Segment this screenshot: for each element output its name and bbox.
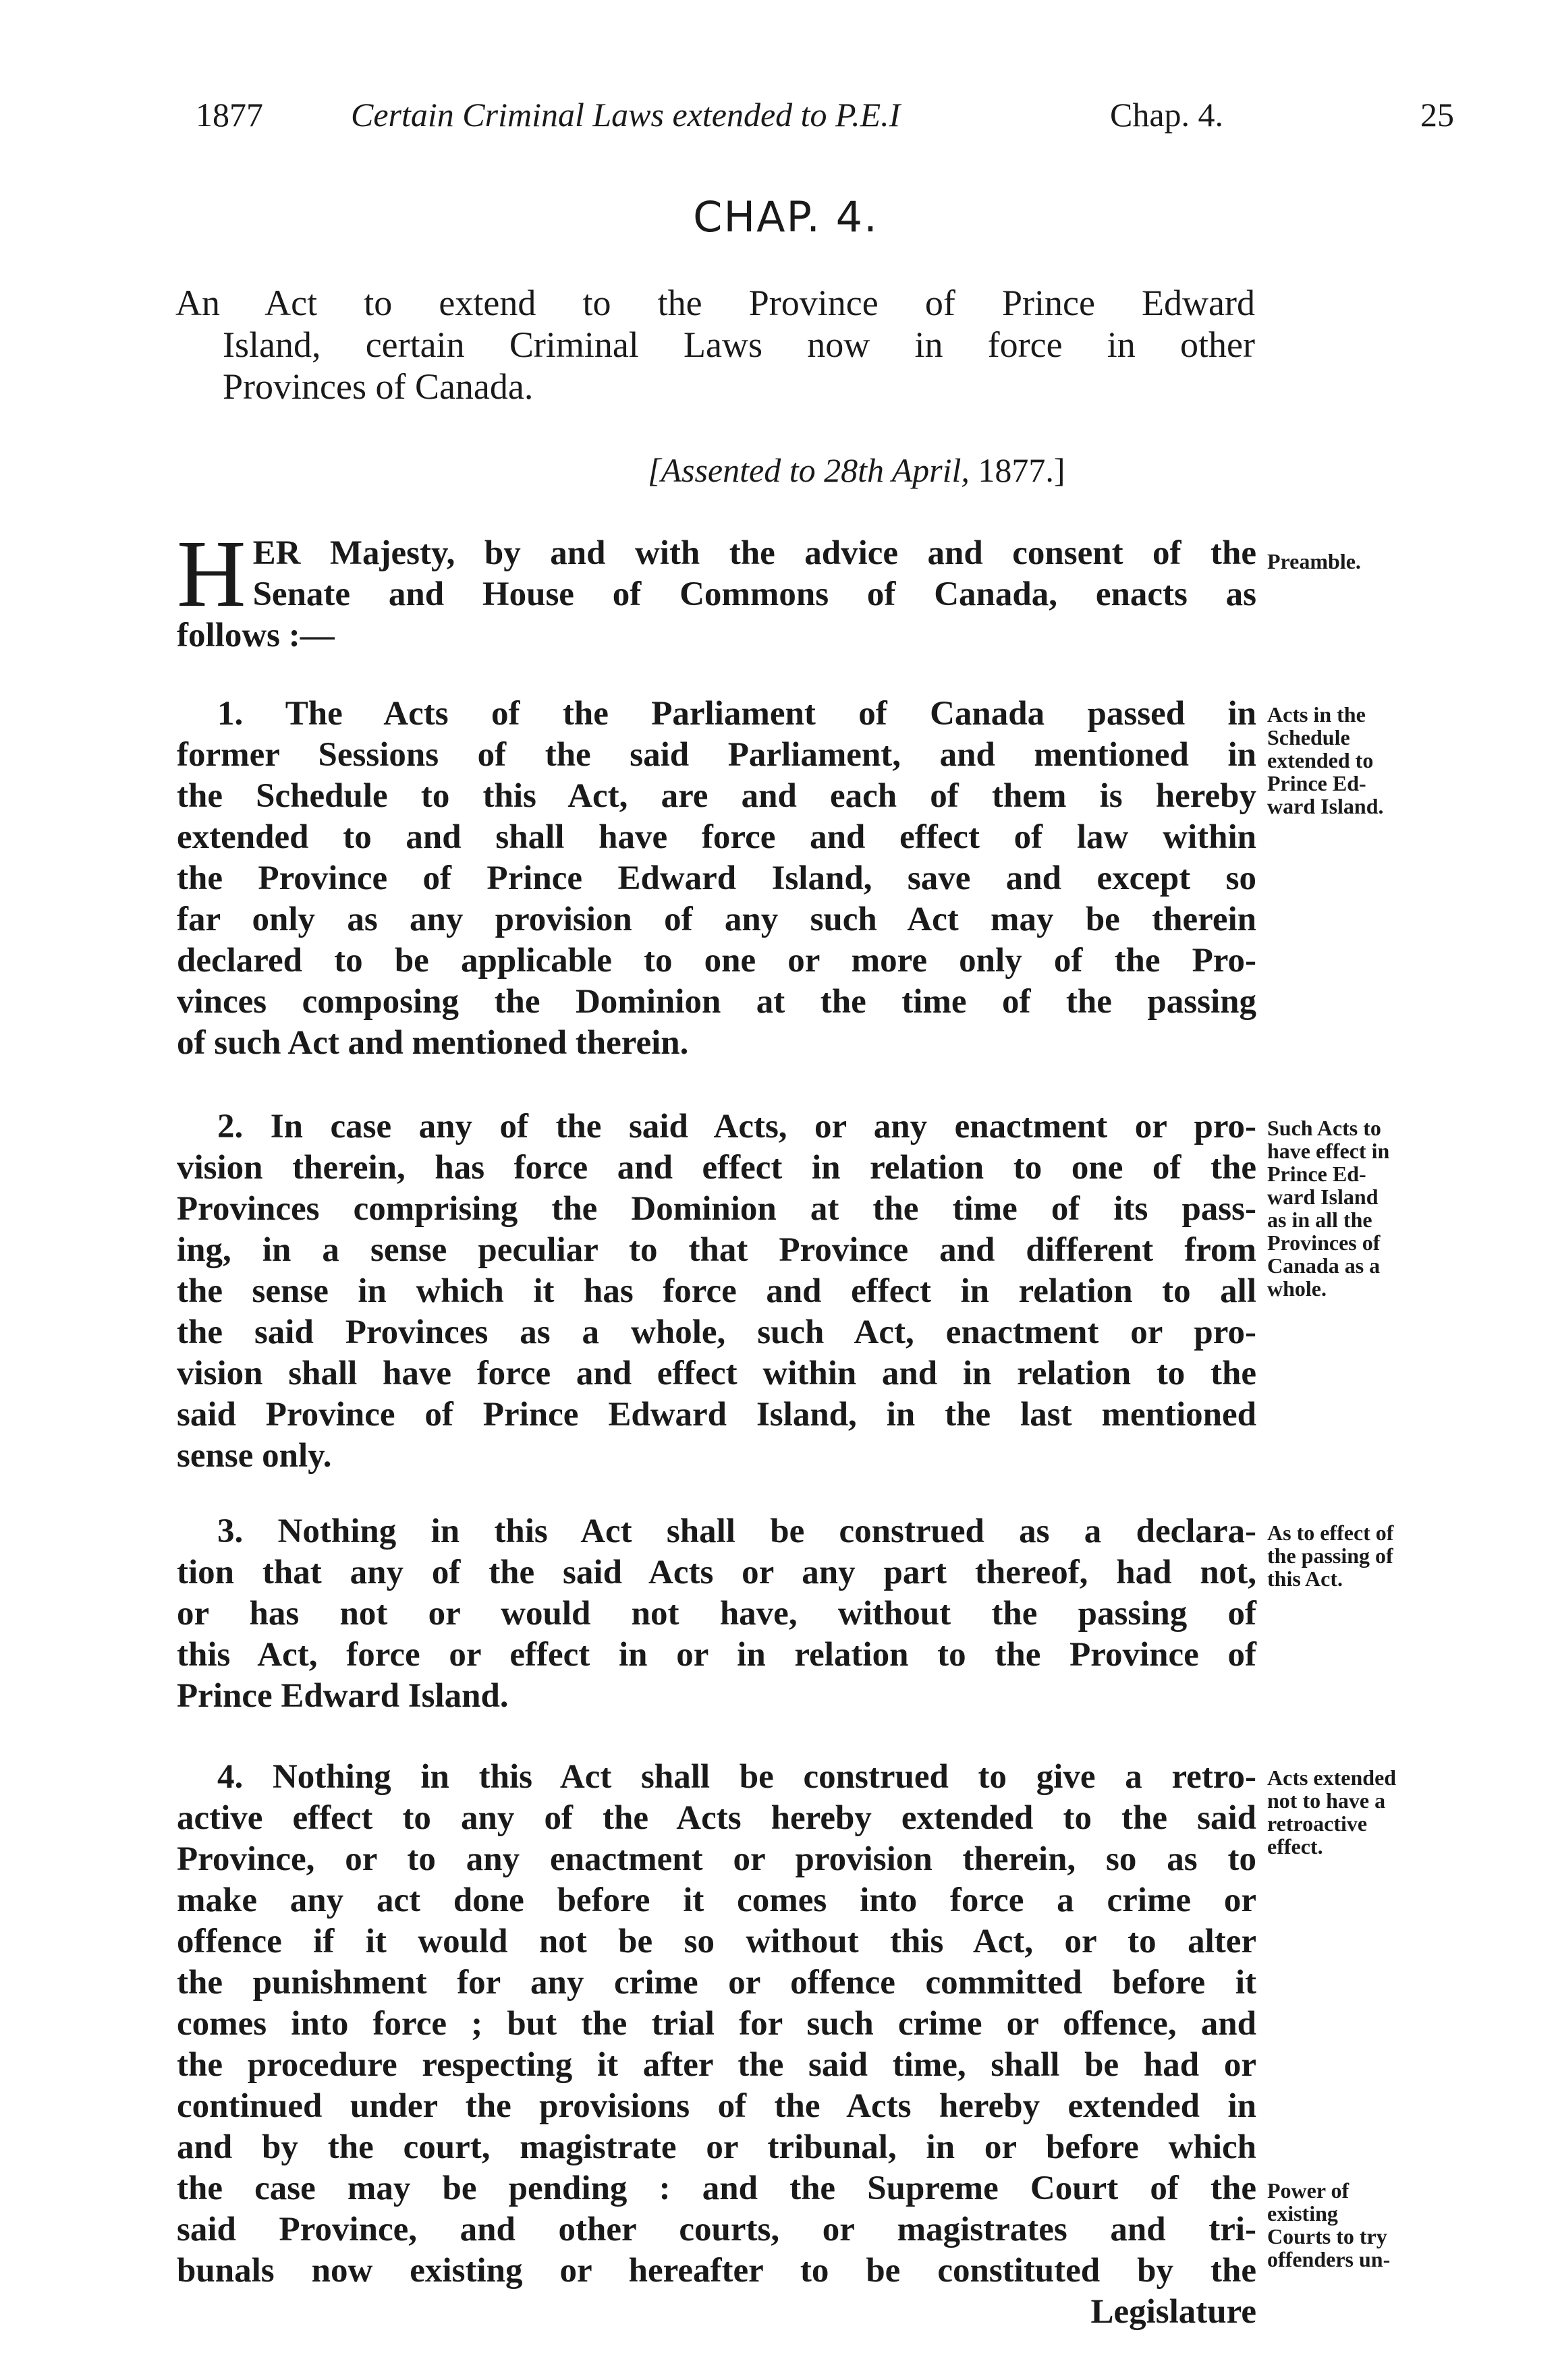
margin-note-line: Provinces of xyxy=(1267,1230,1381,1255)
section-line: bunals now existing or hereafter to be constituted by the xyxy=(177,2252,1256,2290)
margin-note-line: have effect in xyxy=(1267,1139,1390,1163)
section-line xyxy=(177,1106,1256,1148)
margin-note-line: Prince Ed- xyxy=(1267,1162,1366,1186)
section-line: the said Provinces as a whole, such Act, enactment or pro- xyxy=(177,1313,1256,1351)
section-line: offence if it would not be so without this Act, or to alter xyxy=(177,1923,1256,1960)
assent-text: [Assented to 28th April, xyxy=(648,451,970,489)
section-text: Nothing in this Act shall be construed as a declara- xyxy=(277,1512,1257,1550)
section-line: comes into force ; but the trial for such crime or offence, and xyxy=(177,2005,1256,2043)
margin-note-line: Power of xyxy=(1267,2178,1350,2203)
section-line xyxy=(177,1757,1256,1798)
section-line: or has not or would not have, without the passing of xyxy=(177,1595,1256,1633)
act-long-title xyxy=(175,282,1255,407)
long-title-line: Island, certain Criminal Laws now in force in other xyxy=(223,324,1255,365)
section-line: make any act done before it comes into force a crime or xyxy=(177,1881,1256,1919)
margin-note-section-4 xyxy=(1267,1766,1470,1858)
margin-note-line: retroactive xyxy=(1267,1811,1368,1836)
running-head xyxy=(196,88,1471,142)
section-line: former Sessions of the said Parliament, and mentioned in xyxy=(177,736,1256,774)
margin-note-line: as in all the xyxy=(1267,1208,1372,1232)
margin-note-line: Canada as a xyxy=(1267,1253,1381,1278)
section-line: the Schedule to this Act, are and each of them is hereby xyxy=(177,777,1256,815)
long-title-line: An Act to extend to the Province of Prince Edward xyxy=(175,283,1255,323)
long-title-line: Provinces of Canada. xyxy=(223,366,534,407)
margin-note-line: the passing of xyxy=(1267,1543,1393,1568)
section-number: 4. xyxy=(217,1758,244,1796)
assent-year: 1877.] xyxy=(978,451,1065,489)
section-line: and by the court, magistrate or tribunal, in or before which xyxy=(177,2128,1256,2166)
margin-note-section-4-power xyxy=(1267,2179,1470,2271)
section-line: the Province of Prince Edward Island, save and except so xyxy=(177,859,1256,897)
margin-note-section-2 xyxy=(1267,1116,1470,1300)
margin-note-line: As to effect of xyxy=(1267,1521,1394,1545)
dropcap-letter: H xyxy=(177,520,246,627)
margin-note-line: Acts extended xyxy=(1267,1765,1397,1790)
margin-note-line: whole. xyxy=(1267,1276,1327,1301)
running-head-chapter: Chap. 4. xyxy=(1110,96,1224,134)
section-2 xyxy=(177,1106,1256,1477)
margin-note-section-1 xyxy=(1267,703,1470,818)
margin-note-preamble xyxy=(1267,550,1470,573)
margin-note-line: Courts to try xyxy=(1267,2224,1387,2248)
margin-note-line: ward Island. xyxy=(1267,794,1384,818)
section-line: the procedure respecting it after the said time, shall be had or xyxy=(177,2046,1256,2084)
margin-note-section-3 xyxy=(1267,1521,1470,1590)
page-number: 25 xyxy=(1420,96,1454,134)
section-line: the sense in which it has force and effect in relation to all xyxy=(177,1272,1256,1310)
section-line: said Province, and other courts, or magistrates and tri- xyxy=(177,2211,1256,2248)
section-number: 2. xyxy=(217,1108,244,1145)
section-line: the punishment for any crime or offence committed before it xyxy=(177,1964,1256,2002)
section-line: the case may be pending : and the Supreme Court of the xyxy=(177,2170,1256,2207)
section-line: said Province of Prince Edward Island, in the last mentioned xyxy=(177,1396,1256,1434)
preamble-line: follows :— xyxy=(177,617,335,654)
margin-note-line: offenders un- xyxy=(1267,2247,1391,2271)
margin-note-line: ward Island xyxy=(1267,1185,1379,1209)
section-1 xyxy=(177,693,1256,1064)
preamble-line: Senate and House of Commons of Canada, enacts as xyxy=(252,575,1256,613)
section-line: Prince Edward Island. xyxy=(177,1677,509,1715)
section-line: declared to be applicable to one or more only of the Pro- xyxy=(177,942,1256,980)
margin-note-line: Such Acts to xyxy=(1267,1116,1381,1140)
preamble xyxy=(177,520,1256,656)
section-line xyxy=(177,693,1256,735)
section-line: Province, or to any enactment or provision therein, so as to xyxy=(177,1840,1256,1878)
section-line: extended to and shall have force and effect of law within xyxy=(177,818,1256,856)
section-text: Nothing in this Act shall be construed to give a retro- xyxy=(272,1758,1257,1796)
section-line: this Act, force or effect in or in relation to the Province of xyxy=(177,1636,1256,1674)
running-head-year: 1877 xyxy=(196,96,263,134)
margin-note-line: Prince Ed- xyxy=(1267,771,1366,795)
section-number: 3. xyxy=(217,1512,244,1550)
margin-note-line: Acts in the xyxy=(1267,702,1366,727)
assent-date xyxy=(648,451,1065,490)
section-line: far only as any provision of any such Act may be therein xyxy=(177,901,1256,938)
margin-note-line: existing xyxy=(1267,2201,1338,2226)
section-text: In case any of the said Acts, or any enactment or pro- xyxy=(270,1108,1257,1145)
section-line xyxy=(177,1511,1256,1552)
running-head-title: Certain Criminal Laws extended to P.E.I xyxy=(351,96,901,134)
section-4 xyxy=(177,1757,1256,2333)
section-line: Provinces comprising the Dominion at the time of its pass- xyxy=(177,1190,1256,1228)
section-line: tion that any of the said Acts or any part thereof, had not, xyxy=(177,1554,1256,1591)
section-line: active effect to any of the Acts hereby extended to the said xyxy=(177,1799,1256,1837)
section-text: The Acts of the Parliament of Canada passed in xyxy=(285,695,1256,733)
section-line: ing, in a sense peculiar to that Province and different from xyxy=(177,1231,1256,1269)
margin-note-line: extended to xyxy=(1267,748,1374,772)
section-line: vinces composing the Dominion at the time of the passing xyxy=(177,983,1256,1021)
margin-note-line: effect. xyxy=(1267,1834,1323,1859)
section-line: vision therein, has force and effect in relation to one of the xyxy=(177,1149,1256,1187)
section-3 xyxy=(177,1511,1256,1717)
section-line: continued under the provisions of the Acts hereby extended in xyxy=(177,2087,1256,2125)
chapter-heading: CHAP. 4. xyxy=(693,192,879,242)
preamble-line: ER Majesty, by and with the advice and consent of the xyxy=(252,534,1256,572)
section-line: of such Act and mentioned therein. xyxy=(177,1024,689,1062)
margin-note-line: this Act. xyxy=(1267,1566,1343,1591)
section-line: vision shall have force and effect within and in relation to the xyxy=(177,1355,1256,1392)
section-line: sense only. xyxy=(177,1437,332,1475)
catchword: Legislature xyxy=(1090,2293,1256,2331)
margin-note-line: Preamble. xyxy=(1267,549,1361,573)
margin-note-line: Schedule xyxy=(1267,725,1350,749)
section-number: 1. xyxy=(217,695,244,733)
margin-note-line: not to have a xyxy=(1267,1788,1386,1813)
